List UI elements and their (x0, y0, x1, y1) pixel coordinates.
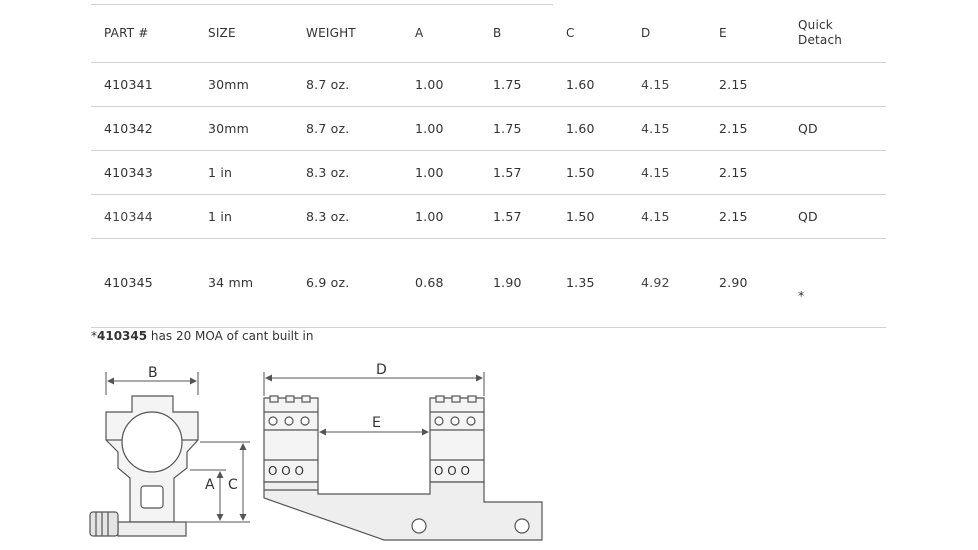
cell-b: 1.57 (493, 164, 522, 180)
footnote-text: has 20 MOA of cant built in (147, 329, 314, 343)
cell-b: 1.75 (493, 120, 522, 136)
side-hole-row-rear: O O O (434, 464, 470, 478)
cell-d: 4.15 (641, 208, 670, 224)
scope-tube-circle (122, 412, 182, 472)
cell-part: 410341 (104, 76, 153, 92)
cell-size: 30mm (208, 120, 250, 136)
cell-c: 1.60 (566, 120, 595, 136)
rail-base (118, 522, 186, 536)
cell-a: 1.00 (415, 76, 444, 92)
cell-weight: 6.9 oz. (306, 275, 350, 290)
cell-d: 4.92 (641, 275, 670, 290)
cross-bolt-knob (90, 512, 118, 536)
label-c: C (228, 477, 238, 493)
cell-size: 34 mm (208, 275, 254, 290)
header-e: E (719, 26, 727, 41)
cell-b: 1.57 (493, 208, 522, 224)
cell-size: 1 in (208, 164, 233, 180)
cell-part: 410342 (104, 120, 153, 136)
cell-e: 2.15 (719, 208, 748, 224)
cell-weight: 8.3 oz. (306, 208, 350, 224)
cell-part: 410343 (104, 164, 153, 180)
label-a: A (205, 477, 215, 493)
header-quick-detach-line1: Quick (798, 18, 833, 33)
cell-b: 1.75 (493, 76, 522, 92)
footnote-star: * (91, 329, 97, 343)
cell-weight: 8.7 oz. (306, 76, 350, 92)
cell-a: 1.00 (415, 120, 444, 136)
clamp-slot (141, 486, 163, 508)
cell-c: 1.50 (566, 164, 595, 180)
cell-c: 1.35 (566, 275, 595, 290)
cell-d: 4.15 (641, 120, 670, 136)
header-quick-detach-line2: Detach (798, 33, 843, 48)
cell-weight: 8.7 oz. (306, 120, 350, 136)
dimension-d (264, 372, 484, 396)
label-b: B (148, 365, 158, 381)
cell-d: 4.15 (641, 164, 670, 180)
cell-qd: QD (798, 208, 818, 224)
cell-e: 2.90 (719, 275, 748, 290)
header-c: C (566, 26, 575, 41)
header-size: SIZE (208, 26, 236, 41)
cell-a: 1.00 (415, 208, 444, 224)
cell-d: 4.15 (641, 76, 670, 92)
cell-qd: QD (798, 120, 818, 136)
label-e: E (372, 415, 381, 431)
footnote-part: 410345 (97, 329, 148, 343)
cell-a: 0.68 (415, 275, 444, 290)
cell-size: 30mm (208, 76, 250, 92)
asterisk-mark: * (798, 288, 805, 303)
mount-base (264, 482, 542, 540)
cell-weight: 8.3 oz. (306, 164, 350, 180)
cell-e: 2.15 (719, 120, 748, 136)
front-view (90, 396, 198, 536)
header-a: A (415, 26, 424, 41)
side-hole-row-front: O O O (268, 464, 304, 478)
cell-e: 2.15 (719, 164, 748, 180)
cell-c: 1.50 (566, 208, 595, 224)
cell-part: 410345 (104, 275, 153, 290)
dimension-a-c (186, 442, 250, 522)
header-part: PART # (104, 26, 149, 41)
cell-part: 410344 (104, 208, 153, 224)
cell-c: 1.60 (566, 76, 595, 92)
label-d: D (376, 362, 387, 378)
cell-a: 1.00 (415, 164, 444, 180)
header-weight: WEIGHT (306, 26, 356, 41)
header-d: D (641, 26, 651, 41)
cell-e: 2.15 (719, 76, 748, 92)
cell-b: 1.90 (493, 275, 522, 290)
cell-size: 1 in (208, 208, 233, 224)
side-view (264, 396, 542, 540)
header-b: B (493, 26, 502, 41)
